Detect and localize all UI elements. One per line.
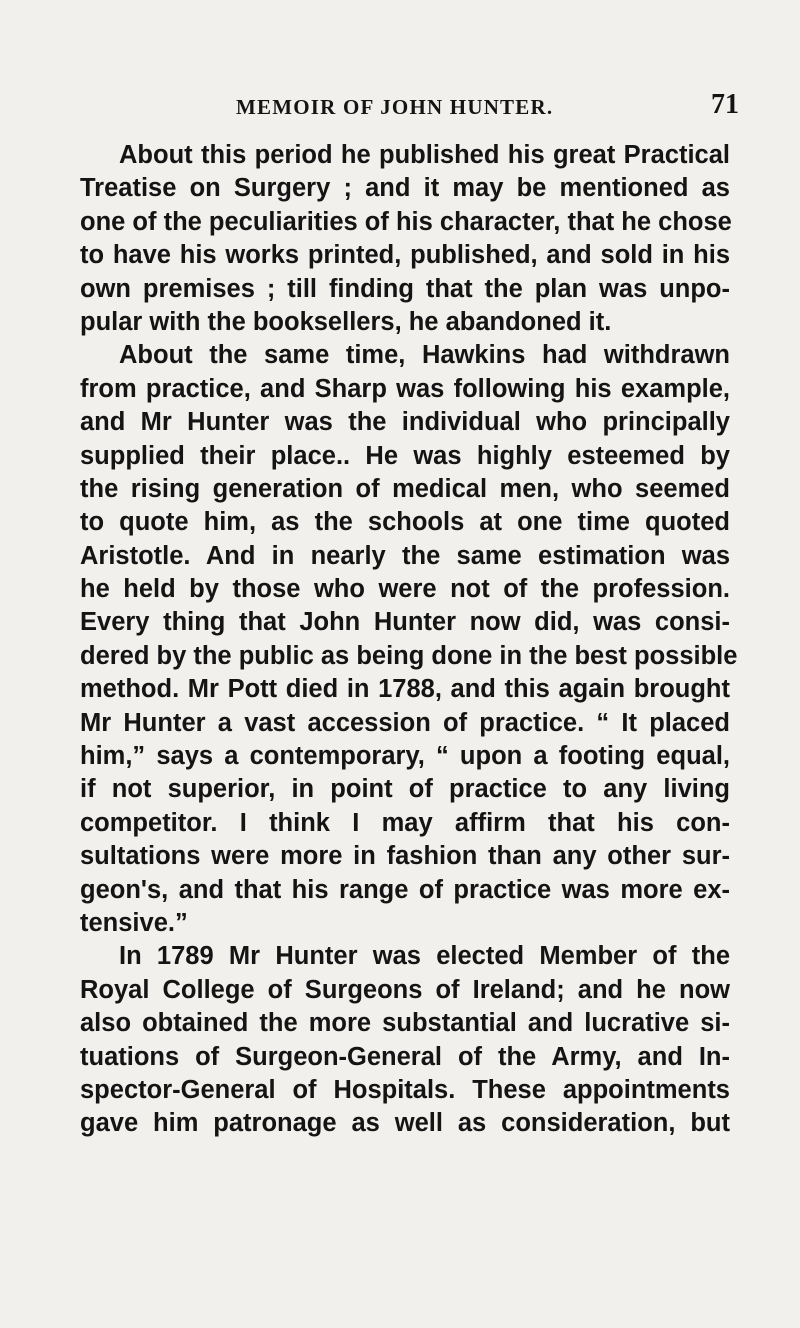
text-line: Every thing that John Hunter now did, was consi-	[80, 608, 730, 637]
body-text	[80, 139, 738, 1141]
text-line: Aristotle. And in nearly the same estimation was	[80, 541, 730, 570]
text-line: him,” says a contemporary, “ upon a footing equal,	[80, 742, 730, 771]
text-line: gave him patronage as well as consideration, but	[80, 1109, 730, 1138]
text-line: spector-General of Hospitals. These appointments	[80, 1075, 730, 1104]
text-line: About this period he published his great Practical	[119, 141, 730, 169]
text-line: if not superior, in point of practice to any living	[80, 775, 730, 804]
text-line: to have his works printed, published, and sold in his	[80, 241, 730, 270]
text-line: pular with the booksellers, he abandoned it.	[80, 307, 612, 336]
text-line: In 1789 Mr Hunter was elected Member of the	[119, 942, 730, 971]
text-line: method. Mr Pott died in 1788, and this again brought	[80, 675, 730, 704]
text-line: About the same time, Hawkins had withdrawn	[119, 341, 730, 370]
text-line: also obtained the more substantial and lucrative si-	[80, 1009, 730, 1038]
text-line: the rising generation of medical men, who seemed	[80, 474, 730, 503]
text-line: Mr Hunter a vast accession of practice. “ It placed	[80, 708, 730, 737]
text-line: to quote him, as the schools at one time quoted	[80, 508, 730, 537]
text-line: own premises ; till finding that the plan was unpo-	[80, 274, 730, 303]
text-line: and Mr Hunter was the individual who principally	[80, 408, 730, 437]
text-line: supplied their place.. He was highly esteemed by	[80, 441, 730, 470]
text-line: one of the peculiarities of his character, that he chose	[80, 207, 732, 236]
page-number: 71	[711, 89, 739, 120]
text-line: tuations of Surgeon-General of the Army, and In-	[80, 1042, 730, 1071]
text-line: from practice, and Sharp was following his example,	[80, 374, 730, 403]
text-line: dered by the public as being done in the best possible	[80, 641, 738, 670]
text-line: Treatise on Surgery ; and it may be mentioned as	[80, 174, 730, 203]
text-line: sultations were more in fashion than any other sur-	[80, 842, 730, 871]
text-line: tensive.”	[80, 908, 188, 937]
text-line: competitor. I think I may affirm that his con-	[80, 808, 730, 837]
text-line: he held by those who were not of the profession.	[80, 575, 730, 604]
text-line: Royal College of Surgeons of Ireland; and he now	[80, 975, 730, 1004]
running-title: MEMOIR OF JOHN HUNTER.	[236, 95, 554, 119]
text-line: geon's, and that his range of practice was more ex-	[80, 875, 730, 904]
